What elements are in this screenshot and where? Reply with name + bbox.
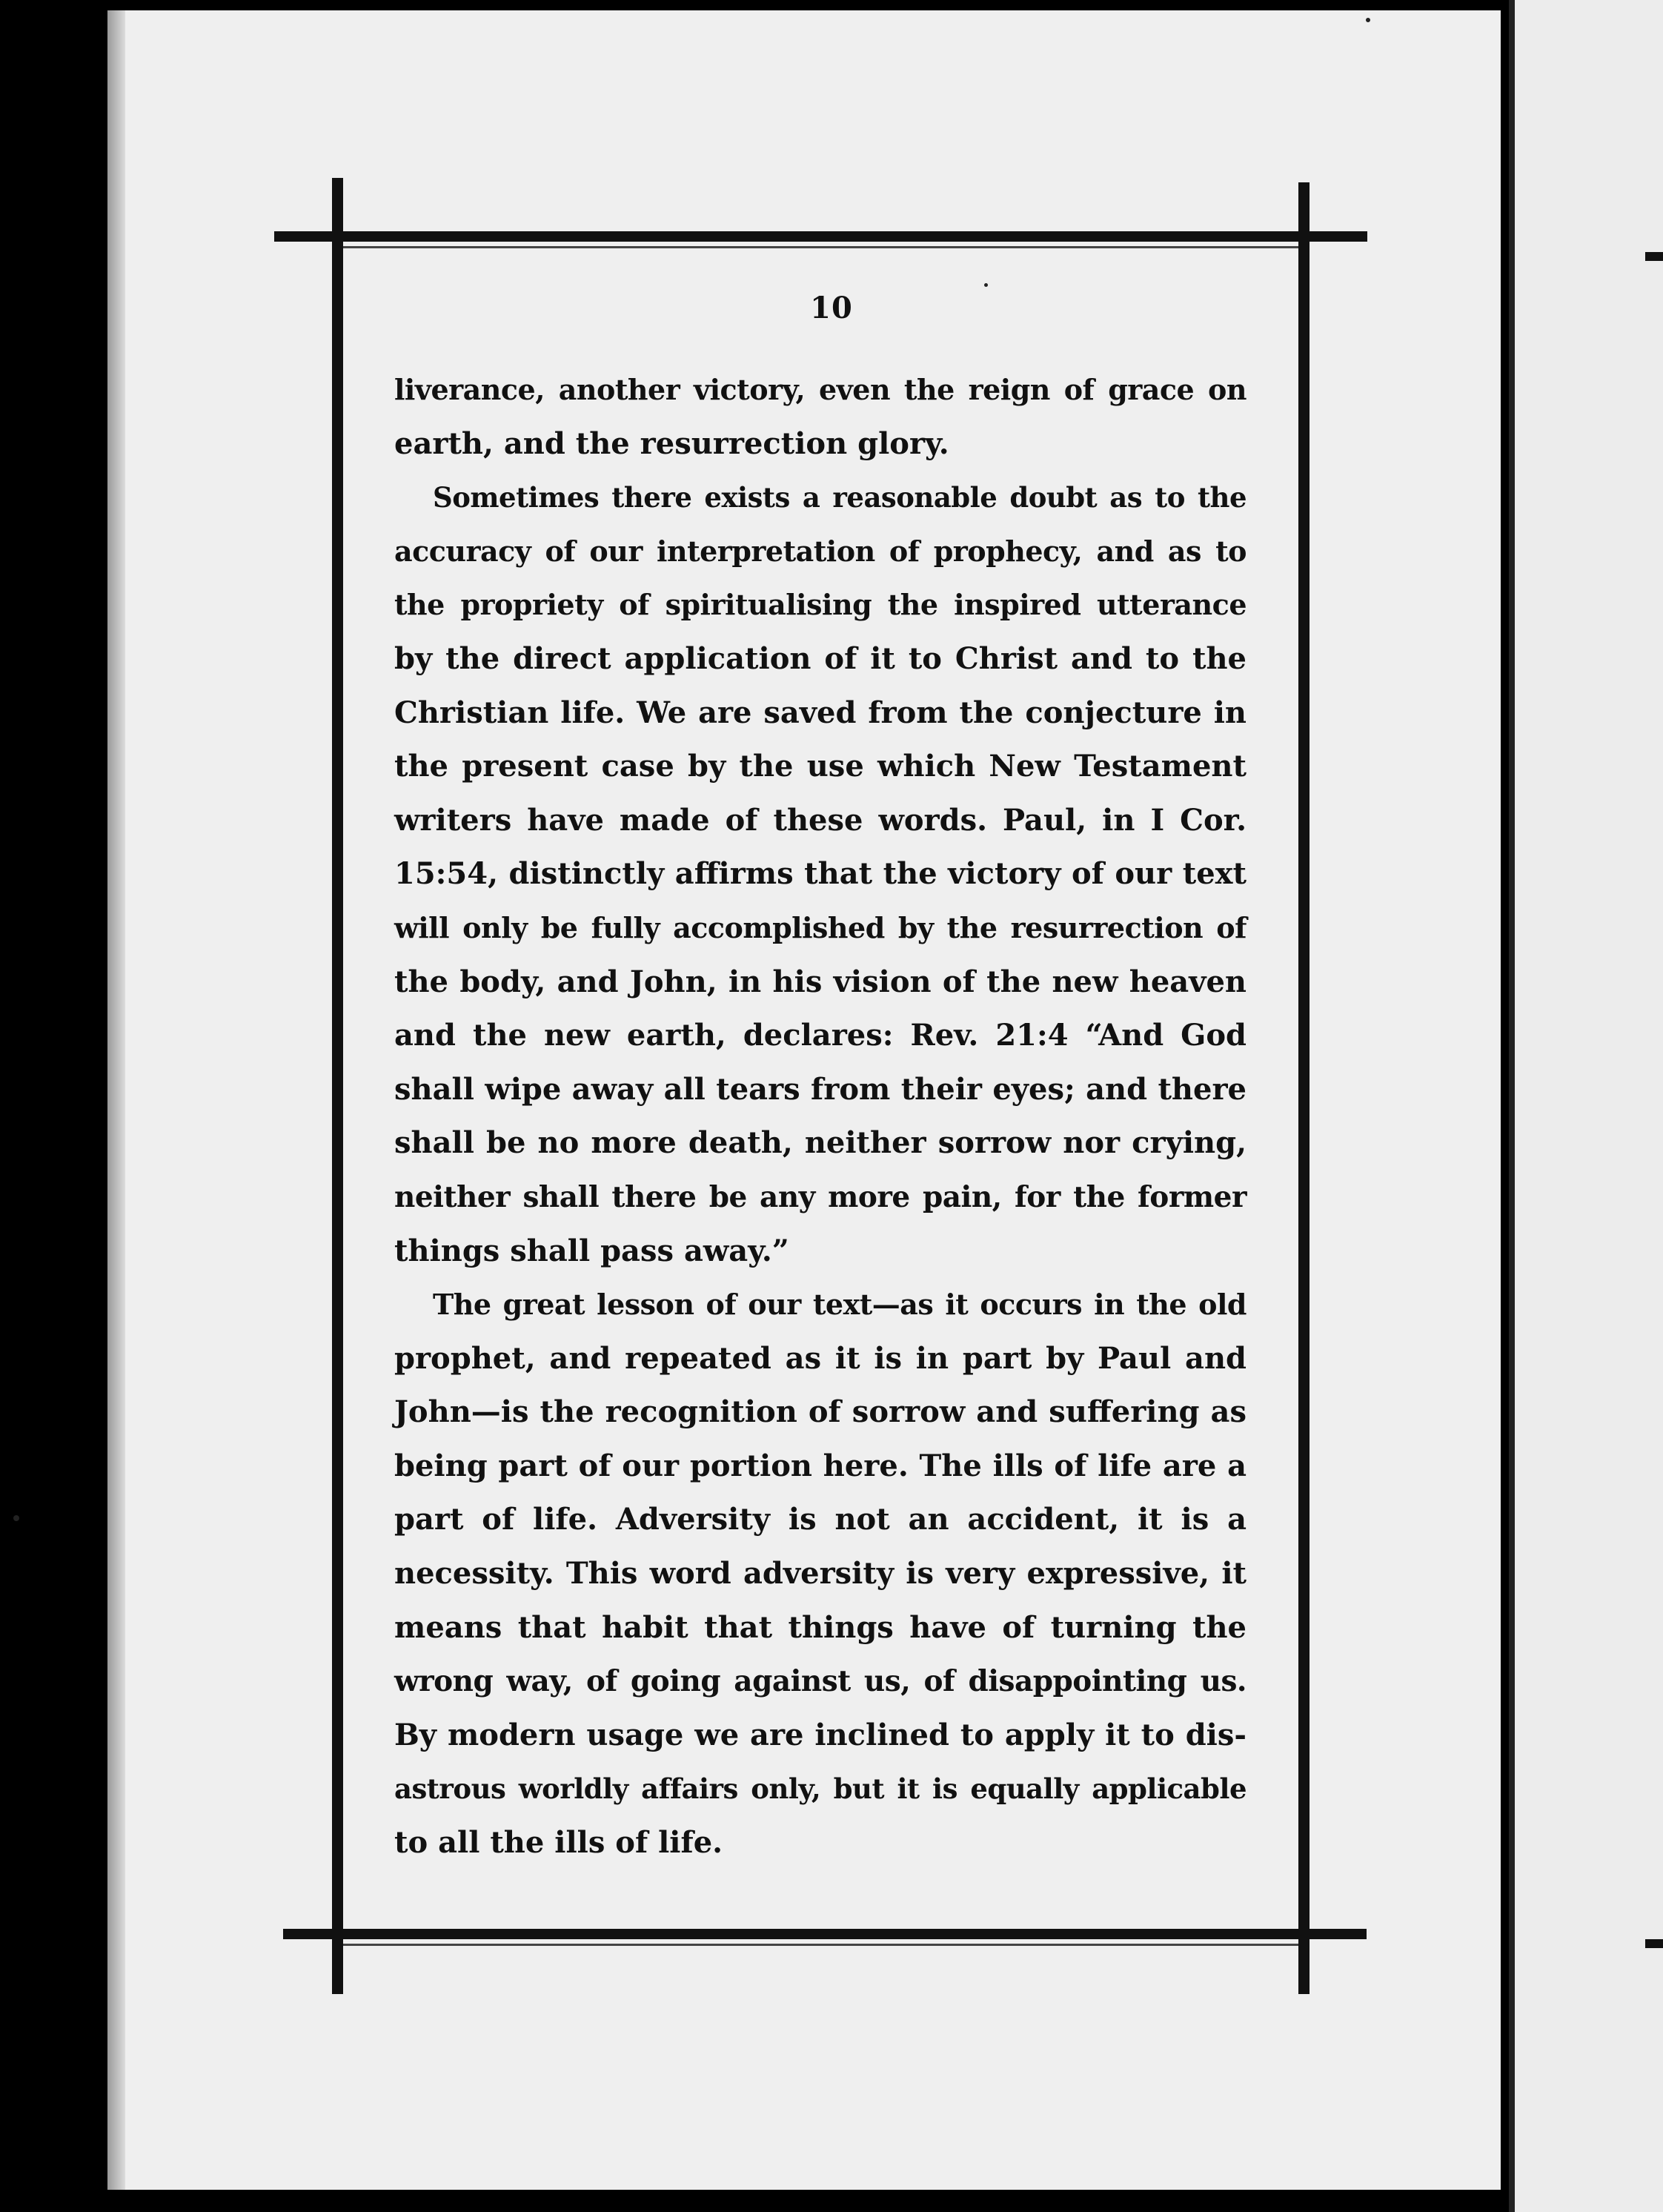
scan-speck — [13, 1515, 19, 1521]
paragraph-1 — [394, 363, 1247, 471]
scan-speck — [1366, 18, 1370, 22]
text-line: 15:54, distinctly affirms that the victory of our text — [394, 856, 1247, 892]
text-line: things shall pass away.” — [394, 1233, 789, 1268]
frame-bottom-rule — [283, 1929, 1367, 1939]
page-gutter-shadow — [107, 10, 125, 2190]
text-line: By modern usage we are inclined to apply it to dis- — [394, 1717, 1247, 1752]
text-line: by the direct application of it to Christ and to the — [394, 640, 1247, 676]
text-line: and the new earth, declares: Rev. 21:4 “And God — [394, 1018, 1247, 1053]
text-line: The great lesson of our text—as it occurs in the old — [433, 1288, 1247, 1322]
paragraph-3 — [394, 1278, 1247, 1870]
text-line: part of life. Adversity is not an accident, it is a — [394, 1502, 1247, 1537]
text-line: neither shall there be any more pain, for the former — [394, 1179, 1247, 1214]
paragraph-2 — [394, 471, 1247, 1278]
text-line: wrong way, of going against us, of disappointing us. — [394, 1664, 1247, 1699]
text-line: Sometimes there exists a reasonable doubt as to the — [433, 481, 1247, 514]
frame-top-thin-rule — [337, 246, 1308, 248]
text-line: the propriety of spiritualising the inspired utterance — [394, 588, 1247, 622]
frame-bottom-thin-rule — [337, 1944, 1308, 1946]
text-line: will only be fully accomplished by the resurrection of — [394, 910, 1247, 944]
text-line: accuracy of our interpretation of prophecy, and as to — [394, 534, 1247, 568]
facing-page-edge — [1509, 0, 1663, 2212]
body-text — [394, 363, 1247, 1870]
text-line: Christian life. We are saved from the conjecture in — [394, 695, 1247, 730]
frame-top-rule — [274, 231, 1367, 242]
text-line: liverance, another victory, even the reign of grace on — [394, 373, 1247, 406]
text-line: the body, and John, in his vision of the new heaven — [394, 964, 1247, 999]
scan-speck — [984, 283, 988, 287]
facing-page-mark — [1645, 252, 1663, 261]
text-line: astrous worldly affairs only, but it is equally applicable — [394, 1772, 1247, 1806]
page-number: 10 — [810, 291, 853, 325]
text-line: means that habit that things have of turning the — [394, 1609, 1247, 1645]
text-line: writers have made of these words. Paul, in I Cor. — [394, 802, 1247, 838]
frame-right-rule — [1298, 182, 1310, 1994]
text-line: John—is the recognition of sorrow and suffering as — [394, 1394, 1247, 1430]
text-line: the present case by the use which New Testament — [394, 749, 1247, 784]
text-line: to all the ills of life. — [394, 1825, 723, 1861]
facing-page-mark — [1645, 1939, 1663, 1948]
text-line: necessity. This word adversity is very expressive, it — [394, 1556, 1247, 1592]
text-line: shall be no more death, neither sorrow nor crying, — [394, 1125, 1247, 1161]
text-line: being part of our portion here. The ills of life are a — [394, 1448, 1247, 1483]
frame-left-rule — [332, 178, 343, 1994]
text-line: earth, and the resurrection glory. — [394, 425, 949, 461]
text-line: prophet, and repeated as it is in part by Paul and — [394, 1340, 1247, 1376]
text-line: shall wipe away all tears from their eyes; and there — [394, 1071, 1247, 1107]
facing-page-mark — [1509, 0, 1515, 2212]
